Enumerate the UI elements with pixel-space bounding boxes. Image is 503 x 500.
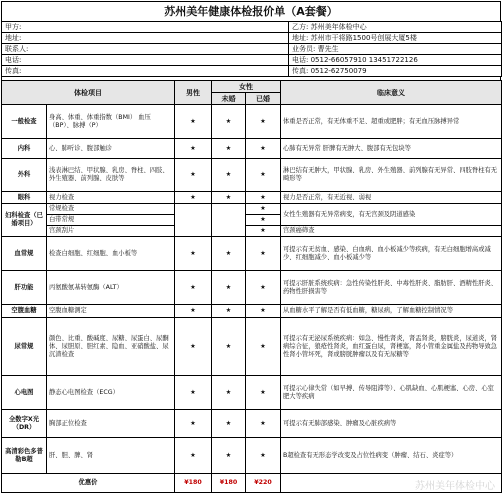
married-star: ★ [246,305,281,318]
married-star: ★ [246,139,281,159]
married-price: ¥220 [246,474,281,493]
category-label: 空腹血糖 [2,305,47,318]
table-row [2,410,502,438]
category-label: 高清彩色多普勒B超 [2,438,47,474]
item-detail: 静态心电图检查（ECG） [47,376,175,410]
item-detail: 空腹血糖测定 [47,305,175,318]
unmarried-star: ★ [212,438,246,474]
item-detail: 身高、体重、体重指数（BMI） 血压（BP）、脉搏（P） [47,105,175,139]
fax-a-label: 传真: [2,66,289,77]
married-star: ★ [246,105,281,139]
item-detail: 检查白细胞、红细胞、血小板等 [47,237,175,271]
unmarried-star: ★ [212,376,246,410]
male-star: ★ [175,438,212,474]
male-star: ★ [175,159,212,192]
unmarried-star: ★ [212,139,246,159]
category-label: 外科 [2,159,47,192]
married-star: ★ [246,376,281,410]
married-star: ★ [246,318,281,376]
category-label: 肝功能 [2,271,47,305]
significance: 可提示有无贫血、感染、白血病、血小板减少等疾病，有无白细胞增高或减少、红细胞减少、血小板减少等 [281,237,502,271]
item-detail: 丙氨酸氨基转氨酶（ALT） [47,271,175,305]
party-b: 乙方: 苏州美年体检中心 [289,22,502,33]
price-row [2,474,502,493]
table-row [2,105,502,139]
watermark-cell [281,474,502,493]
contact-a-label: 联系人: [2,44,289,55]
male-empty [175,204,212,237]
col-significance-header: 临床意义 [281,81,502,105]
col-unmarried-header: 未婚 [212,93,246,105]
watermark-text: 苏州美年体检中心 [415,481,495,492]
table-row [2,237,502,271]
male-star: ★ [175,237,212,271]
male-star: ★ [175,410,212,438]
married-star: ★ [246,410,281,438]
male-star: ★ [175,139,212,159]
header-info-table [1,21,502,77]
item-detail: 心、肺听诊、腹部触诊 [47,139,175,159]
significance: 可提示肝脏系统疾病：急性传染性肝炎、中毒性肝炎、脂肪肝、酒精性肝炎、药物性肝损害等 [281,271,502,305]
table-row [2,159,502,192]
significance: B超检查有无形态学改变及占位性病变（肿瘤、结石、炎症等） [281,438,502,474]
unmarried-empty [212,204,246,237]
item-detail: 宫颈刮片 [47,226,175,237]
table-row [2,139,502,159]
phone-a-label: 电话: [2,55,289,66]
table-row [2,376,502,410]
table-row [2,204,502,215]
unmarried-star: ★ [212,159,246,192]
male-star: ★ [175,305,212,318]
category-label: 尿常规 [2,318,47,376]
col-male-header: 男性 [175,81,212,105]
address-b: 地址: 苏州市干将路1500号创展大厦5楼 [289,33,502,44]
male-star: ★ [175,271,212,305]
significance: 体重是否正常，有无体重不足、超重或肥胖；有无血压脉搏异常 [281,105,502,139]
significance: 可提示心律失常（如早搏、传导阻滞等）、心肌缺血、心肌梗塞、心房、心室肥大等疾病 [281,376,502,410]
married-star: ★ [246,215,281,226]
item-detail: 视力检查 [47,192,175,204]
unmarried-star: ★ [212,192,246,204]
table-row [2,192,502,204]
unmarried-star: ★ [212,271,246,305]
married-star: ★ [246,204,281,215]
married-star: ★ [246,271,281,305]
category-label: 血常规 [2,237,47,271]
table-row [2,271,502,305]
unmarried-star: ★ [212,318,246,376]
male-star: ★ [175,376,212,410]
party-a-label: 甲方: [2,22,289,33]
table-row [2,438,502,474]
married-star: ★ [246,159,281,192]
exam-table [1,80,502,493]
significance: 从血糖水平了解是否有低血糖，糖尿病，了解血糖控制情况等 [281,305,502,318]
married-star: ★ [246,192,281,204]
col-married-header: 已婚 [246,93,281,105]
male-star: ★ [175,192,212,204]
married-star: ★ [246,226,281,237]
unmarried-price: ¥180 [212,474,246,493]
category-label: 眼科 [2,192,47,204]
fax-b: 传真: 0512-62750079 [289,66,502,77]
table-row [2,226,502,237]
significance: 视力是否正常，有无近视、弱视 [281,192,502,204]
significance: 淋巴结有无肿大，甲状腺、乳房、外生殖器、前列腺有无异常、四肢脊柱有无畸形等 [281,159,502,192]
item-detail: 肝、胆、脾、肾 [47,438,175,474]
male-star: ★ [175,318,212,376]
male-price: ¥180 [175,474,212,493]
married-star: ★ [246,438,281,474]
category-label: 全数字X光（DR） [2,410,47,438]
item-detail: 浅表淋巴结、甲状腺、乳房、脊柱、四肢、外生殖器、前列腺、皮肤等 [47,159,175,192]
salesperson: 业务员: 曹先生 [289,44,502,55]
phone-b: 电话: 0512-66057910 13451722126 [289,55,502,66]
item-detail: 白带常规 [47,215,175,226]
significance: 宫颈癌筛查 [281,226,502,237]
item-detail: 颜色、比重、酸碱度、尿糖、尿蛋白、尿酮体、尿胆原、胆红素、隐血、亚硝酸盐、尿沉渣检查 [47,318,175,376]
unmarried-star: ★ [212,305,246,318]
significance: 可提示有无泌尿系统疾病：如急、慢性肾炎，肾盂肾炎，膀胱炎，尿道炎，肾病综合征，狼疮性肾炎，血红蛋白尿，肾梗塞，肾小管重金属盐及药物导致急性肾小管坏死，肾或膀胱肿瘤以及有无尿糖等 [281,318,502,376]
unmarried-star: ★ [212,237,246,271]
significance: 女性生殖器有无异常病变，有无宫颈及阴道感染 [281,204,502,226]
address-a-label: 地址: [2,33,289,44]
category-label: 心电图 [2,376,47,410]
unmarried-star: ★ [212,410,246,438]
document-title: 苏州美年健康体检报价单（A套餐） [1,1,501,21]
male-star: ★ [175,105,212,139]
significance: 心肺有无异常 肝脾有无肿大、腹部有无包块等 [281,139,502,159]
category-label: 一般检查 [2,105,47,139]
category-label: 妇科检查（已婚项目） [2,204,47,237]
col-item-header: 体检项目 [2,81,175,105]
item-detail: 常规检查 [47,204,175,215]
table-row [2,318,502,376]
married-star: ★ [246,237,281,271]
quote-sheet [1,1,501,493]
col-female-header: 女性 [212,81,281,93]
table-row [2,305,502,318]
price-label: 优惠价 [2,474,175,493]
category-label: 内科 [2,139,47,159]
unmarried-star: ★ [212,105,246,139]
significance: 可提示有无肺部感染、肿瘤及心脏疾病等 [281,410,502,438]
item-detail: 胸部正位检查 [47,410,175,438]
